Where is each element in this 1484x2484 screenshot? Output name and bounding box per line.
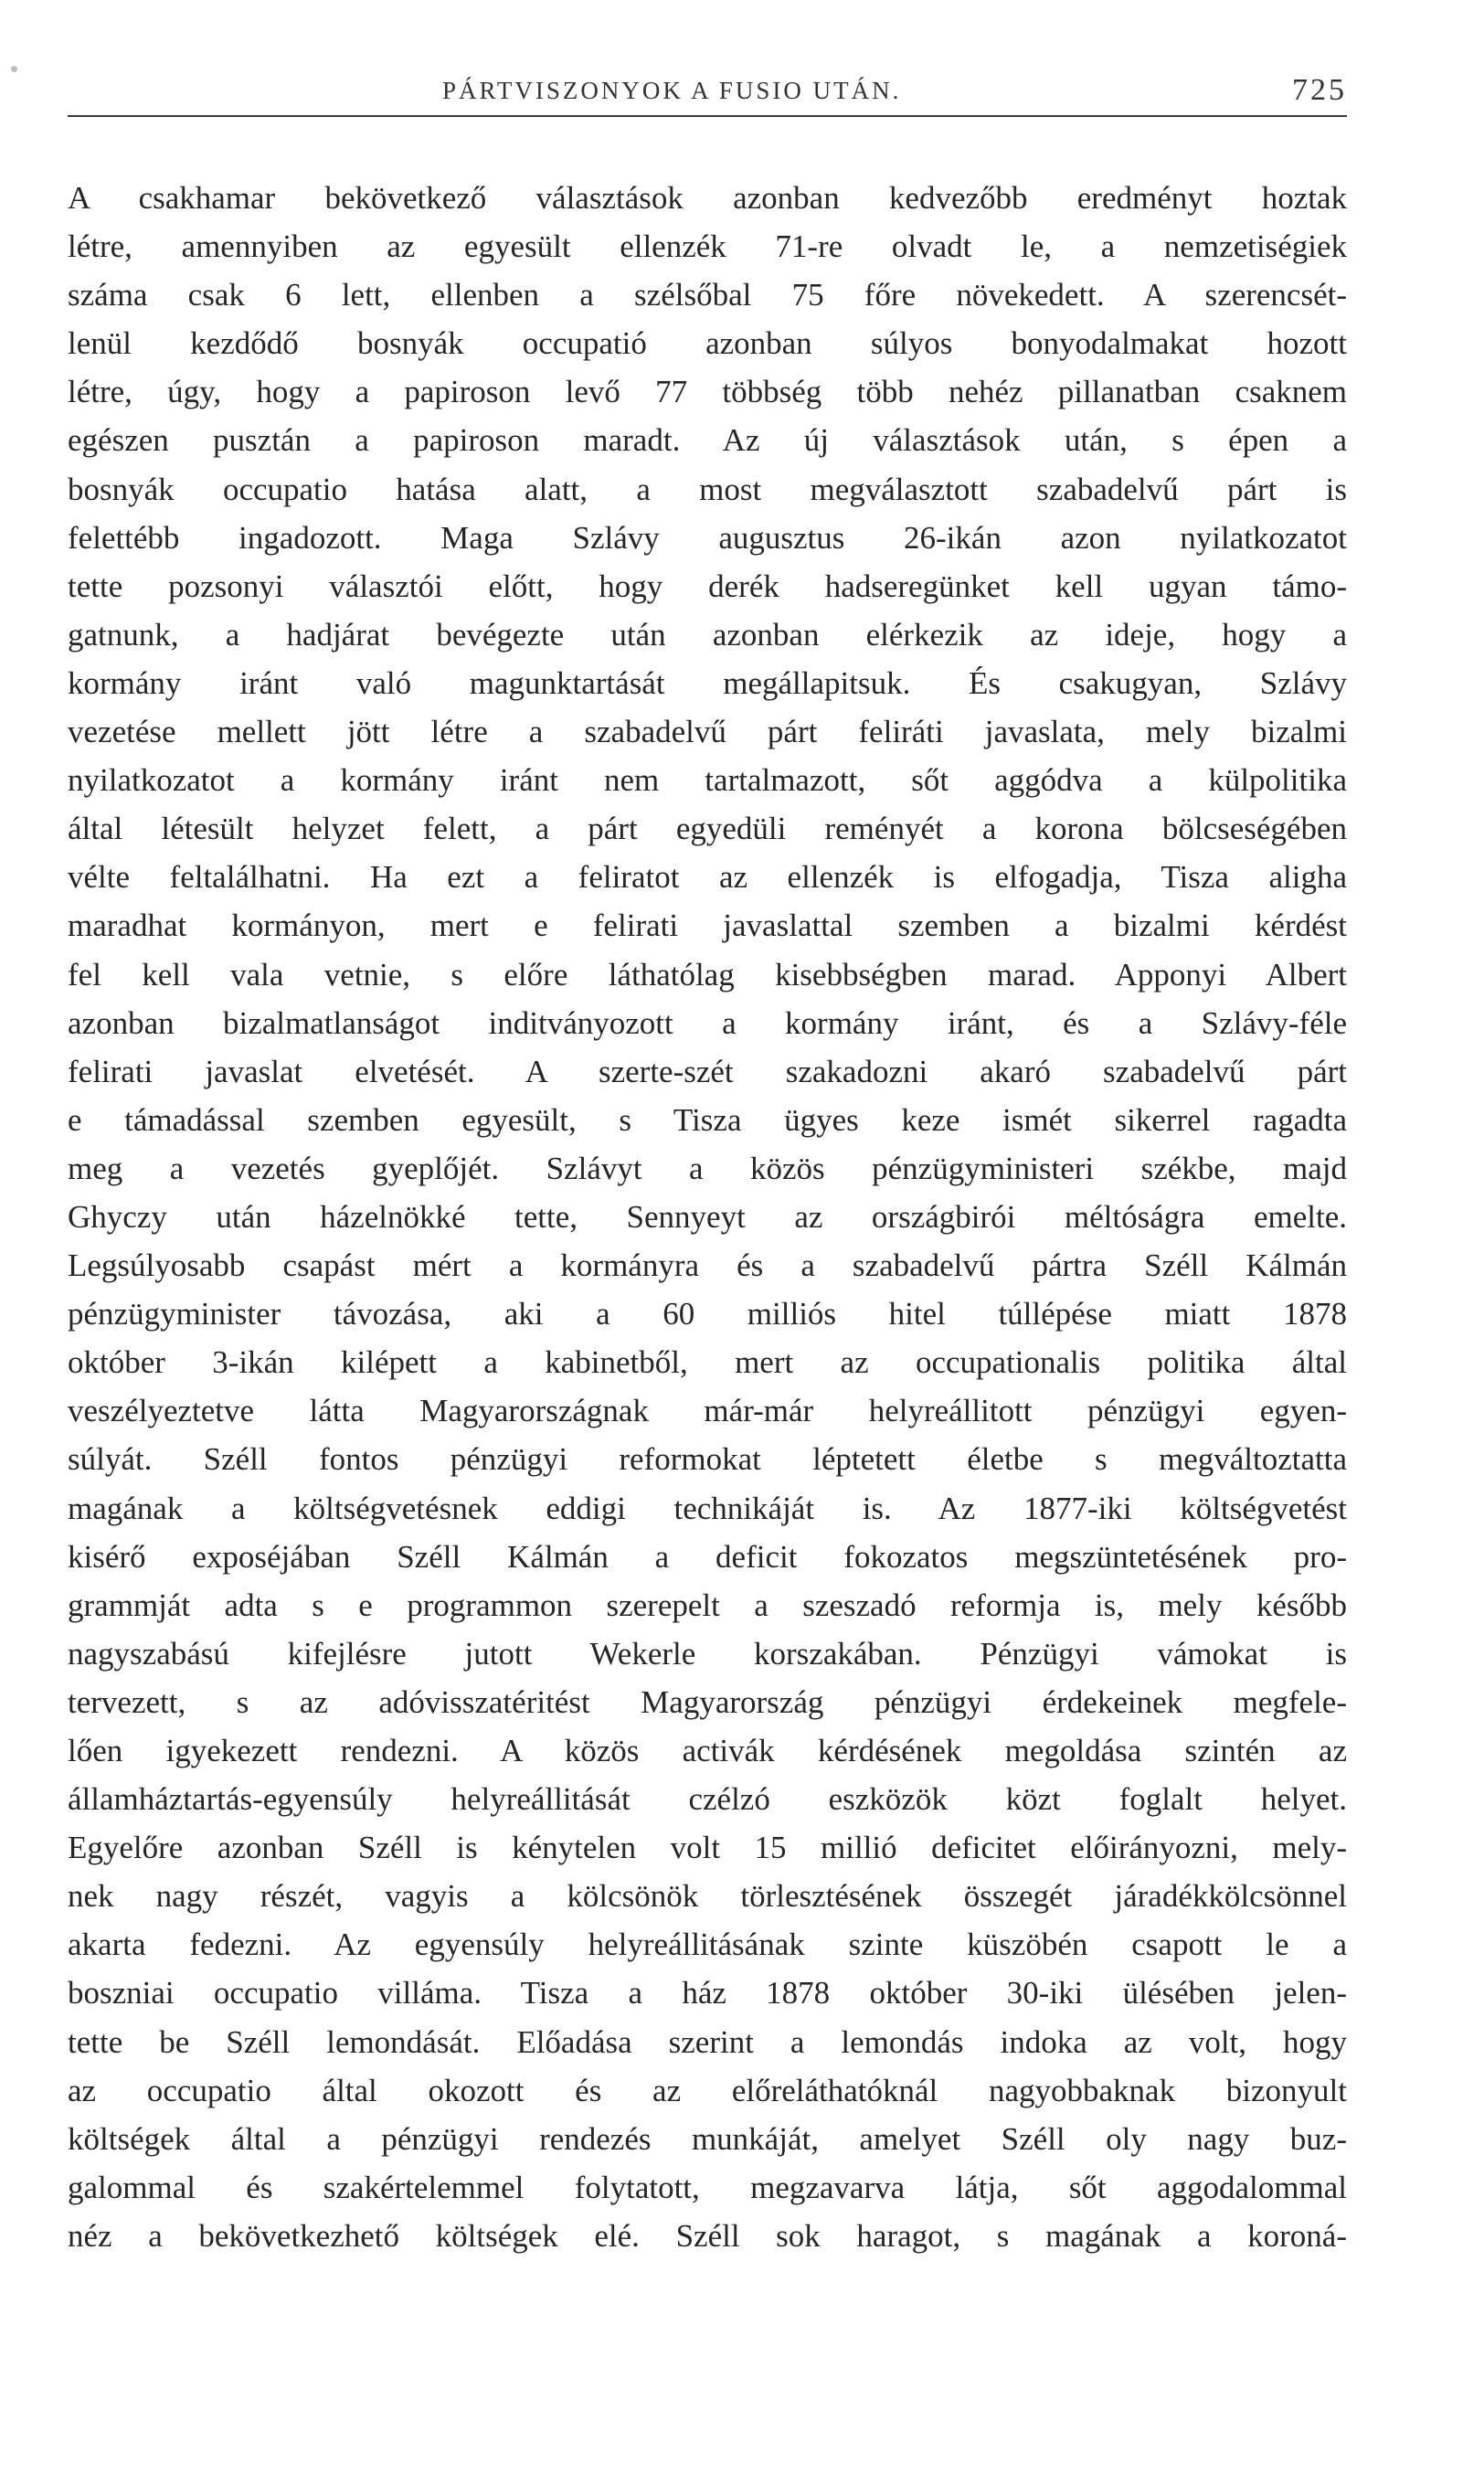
text-line: tette pozsonyi választói előtt, hogy derék hadseregünket kell ugyan támo- bbox=[68, 568, 1347, 604]
text-line: akarta fedezni. Az egyensúly helyreállitásának szinte küszöbén csapott le a bbox=[68, 1927, 1347, 1963]
text-line: lően igyekezett rendezni. A közös activák kérdésének megoldása szintén az bbox=[68, 1733, 1347, 1768]
text-line: nek nagy részét, vagyis a kölcsönök törlesztésének összegét járadékkölcsönnel bbox=[68, 1878, 1347, 1915]
text-line: október 3-ikán kilépett a kabinetből, mert az occupationalis politika által bbox=[68, 1344, 1347, 1381]
text-line: magának a költségvetésnek eddigi technikáját is. Az 1877-iki költségvetést bbox=[68, 1490, 1347, 1526]
text-line: lenül kezdődő bosnyák occupatió azonban súlyos bonyodalmakat hozott bbox=[68, 325, 1347, 362]
text-line: által létesült helyzet felett, a párt egyedüli reményét a korona bölcseségében bbox=[68, 811, 1347, 847]
text-line: az occupatio által okozott és az előreláthatóknál nagyobbaknak bizonyult bbox=[68, 2072, 1347, 2108]
paper-speck bbox=[11, 66, 17, 72]
text-line: pénzügyminister távozása, aki a 60 milliós hitel túllépése miatt 1878 bbox=[68, 1296, 1347, 1332]
text-line: nagyszabású kifejlésre jutott Wekerle korszakában. Pénzügyi vámokat is bbox=[68, 1635, 1347, 1672]
text-line: Ghyczy után házelnökké tette, Sennyeyt az országbirói méltóságra emelte. bbox=[68, 1198, 1347, 1235]
text-line: felettébb ingadozott. Maga Szlávy augusztus 26-ikán azon nyilatkozatot bbox=[68, 519, 1347, 556]
text-line: galommal és szakértelemmel folytatott, megzavarva látja, sőt aggodalommal bbox=[68, 2169, 1347, 2205]
text-line: államháztartás-egyensúly helyreállitását czélzó eszközök közt foglalt helyet. bbox=[68, 1781, 1347, 1818]
page-number: 725 bbox=[1292, 73, 1347, 107]
text-line: fel kell vala vetnie, s előre láthatólag kisebbségben marad. Apponyi Albert bbox=[68, 956, 1347, 993]
text-line: tervezett, s az adóvisszatéritést Magyarország pénzügyi érdekeinek megfele- bbox=[68, 1683, 1347, 1720]
text-line: nyilatkozatot a kormány iránt nem tartalmazott, sőt aggódva a külpolitika bbox=[68, 762, 1347, 799]
text-line: grammját adta s e programmon szerepelt a szeszadó reformja is, mely később bbox=[68, 1587, 1347, 1623]
text-line: Legsúlyosabb csapást mért a kormányra és a szabadelvű pártra Széll Kálmán bbox=[68, 1247, 1347, 1284]
text-line: költségek által a pénzügyi rendezés munkáját, amelyet Széll oly nagy buz- bbox=[68, 2120, 1347, 2157]
running-header bbox=[68, 71, 1347, 117]
text-line: néz a bekövetkezhető költségek elé. Széll sok haragot, s magának a koroná- bbox=[68, 2217, 1347, 2254]
text-line: veszélyeztetve látta Magyarországnak már-már helyreállitott pénzügyi egyen- bbox=[68, 1393, 1347, 1429]
text-line: vezetése mellett jött létre a szabadelvű párt feliráti javaslata, mely bizalmi bbox=[68, 714, 1347, 750]
text-line: kisérő exposéjában Széll Kálmán a deficit fokozatos megszüntetésének pro- bbox=[68, 1538, 1347, 1575]
text-line: száma csak 6 lett, ellenben a szélsőbal 75 főre növekedett. A szerencsét- bbox=[68, 277, 1347, 313]
text-line: súlyát. Széll fontos pénzügyi reformokat léptetett életbe s megváltoztatta bbox=[68, 1441, 1347, 1478]
text-line: maradhat kormányon, mert e felirati javaslattal szemben a bizalmi kérdést bbox=[68, 908, 1347, 944]
text-line: meg a vezetés gyeplőjét. Szlávyt a közös pénzügyministeri székbe, majd bbox=[68, 1150, 1347, 1186]
text-line: tette be Széll lemondását. Előadása szerint a lemondás indoka az volt, hogy bbox=[68, 2023, 1347, 2060]
text-line: azonban bizalmatlanságot inditványozott a kormány iránt, és a Szlávy-féle bbox=[68, 1004, 1347, 1041]
text-line: felirati javaslat elvetését. A szerte-szét szakadozni akaró szabadelvű párt bbox=[68, 1053, 1347, 1089]
text-line: boszniai occupatio villáma. Tisza a ház 1878 október 30-iki ülésében jelen- bbox=[68, 1975, 1347, 2012]
body-paragraph bbox=[68, 174, 1347, 2260]
text-line: kormány iránt való magunktartását megállapitsuk. És csakugyan, Szlávy bbox=[68, 664, 1347, 701]
text-line: e támadással szemben egyesült, s Tisza ügyes keze ismét sikerrel ragadta bbox=[68, 1101, 1347, 1138]
text-line: gatnunk, a hadjárat bevégezte után azonban elérkezik az ideje, hogy a bbox=[68, 616, 1347, 653]
text-line: bosnyák occupatio hatása alatt, a most megválasztott szabadelvű párt is bbox=[68, 471, 1347, 507]
text-line: Egyelőre azonban Széll is kénytelen volt 15 millió deficitet előirányozni, mely- bbox=[68, 1830, 1347, 1866]
text-line: vélte feltalálhatni. Ha ezt a feliratot az ellenzék is elfogadja, Tisza aligha bbox=[68, 859, 1347, 896]
text-line: létre, amennyiben az egyesült ellenzék 71-re olvadt le, a nemzetiségiek bbox=[68, 228, 1347, 265]
text-line: létre, úgy, hogy a papiroson levő 77 többség több nehéz pillanatban csaknem bbox=[68, 374, 1347, 410]
text-line: A csakhamar bekövetkező választások azonban kedvezőbb eredményt hoztak bbox=[68, 180, 1347, 216]
text-line: egészen pusztán a papiroson maradt. Az új választások után, s épen a bbox=[68, 422, 1347, 459]
running-title: PÁRTVISZONYOK A FUSIO UTÁN. bbox=[442, 77, 902, 104]
